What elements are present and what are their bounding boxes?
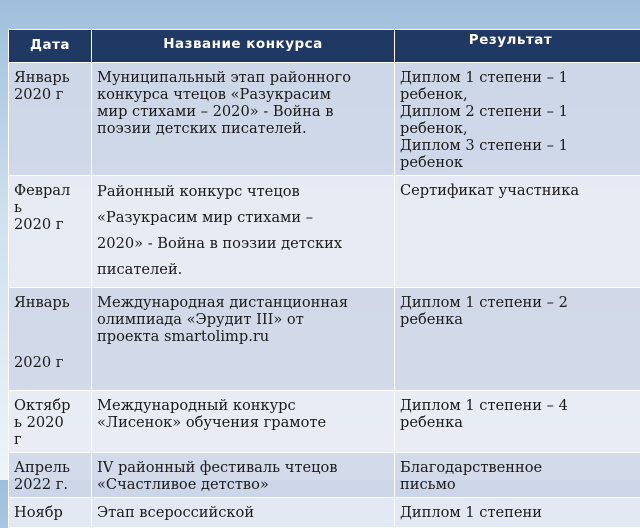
spacer (14, 311, 86, 354)
contest-name-cell (92, 391, 395, 453)
table-row (9, 288, 640, 391)
result-text: Диплом 1 степени – 1 ребенок, Диплом 2 степени – 1 ребенок, Диплом 3 степени – 1 ребенок (400, 69, 635, 171)
result-text: Сертификат участника (400, 182, 635, 199)
table-row (9, 176, 640, 288)
date-text: Январь (14, 294, 86, 311)
result-cell (395, 63, 640, 176)
header-result: Результат (395, 30, 640, 63)
result-text: Диплом 1 степени – 4 ребенка (400, 397, 635, 431)
date-cell (9, 288, 92, 391)
result-cell (395, 176, 640, 288)
contest-name-text: Международный конкурс «Лисенок» обучения грамоте (97, 397, 389, 431)
contest-name-cell (92, 498, 395, 528)
contest-name-cell (92, 453, 395, 498)
contest-name-text: Этап всероссийской (97, 504, 389, 521)
result-text: Диплом 1 степени (400, 504, 635, 521)
result-text: Благодарственное письмо (400, 459, 635, 493)
result-cell (395, 391, 640, 453)
date-cell (9, 176, 92, 288)
contest-name-cell (92, 63, 395, 176)
header-date: Дата (9, 30, 92, 63)
contest-name-cell (92, 288, 395, 391)
table-row (9, 391, 640, 453)
result-cell (395, 288, 640, 391)
date-text: Ноябр (14, 504, 86, 521)
contest-name-text: Международная дистанционная олимпиада «Эрудит III» от проекта smartolimp.ru (97, 294, 389, 345)
contest-name-text: IV районный фестиваль чтецов «Счастливое детство» (97, 459, 389, 493)
date-text: Октябр ь 2020 г (14, 397, 86, 448)
date-text: Апрель 2022 г. (14, 459, 86, 493)
contest-name-cell (92, 176, 395, 288)
contest-name-text: Районный конкурс чтецов «Разукрасим мир стихами – 2020» - Война в поэзии детских писателей. (97, 179, 389, 283)
contest-name-text: Муниципальный этап районного конкурса чтецов «Разукрасим мир стихами – 2020» - Война в поэзии детских писателей. (97, 69, 389, 137)
date-text: Январь 2020 г (14, 69, 86, 103)
date-text: 2020 г (14, 354, 86, 371)
table-row (9, 63, 640, 176)
date-cell (9, 63, 92, 176)
result-cell (395, 498, 640, 528)
table-row (9, 453, 640, 498)
date-cell (9, 453, 92, 498)
table-header-row (9, 30, 640, 63)
result-cell (395, 453, 640, 498)
result-text: Диплом 1 степени – 2 ребенка (400, 294, 635, 328)
date-text: Феврал ь 2020 г (14, 182, 86, 233)
header-contest-name: Название конкурса (92, 30, 395, 63)
contests-table (8, 29, 640, 528)
table-row (9, 498, 640, 528)
date-cell (9, 391, 92, 453)
date-cell (9, 498, 92, 528)
